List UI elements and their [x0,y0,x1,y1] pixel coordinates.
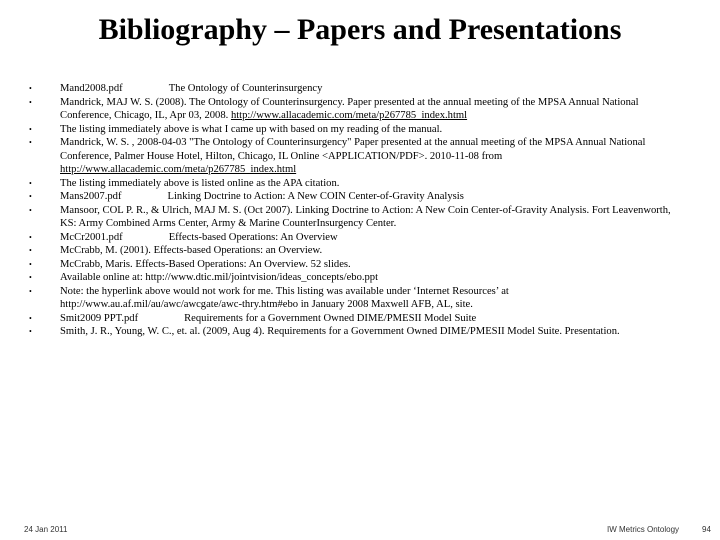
entry-text: McCrabb, M. (2001). Effects-based Operations: an Overview. [60,245,323,256]
list-item [26,285,686,312]
list-item [26,204,686,231]
entry-text: Mandrick, MAJ W. S. (2008). The Ontology of Counterinsurgency. Paper presented at the annual meeting of the MPSA Annual National Conference, Chicago, IL, Apr 03, 2008. [60,96,639,121]
entry-title: Effects-based Operations: An Overview [168,231,338,243]
entry-text: McCr2001.pdf [60,231,123,243]
entry-link[interactable]: http://www.allacademic.com/meta/p267785_index.html [60,164,297,175]
entry-link[interactable]: http://www.allacademic.com/meta/p267785_index.html [230,110,468,121]
entry-text: Mandrick, W. S. , 2008-04-03 "The Ontology of Counterinsurgency" Paper presented at the annual meeting of the MPSA Annual National Conference, Palmer House Hotel, Hilton, Chicago, IL Online <APPLICATION/PDF>. 2010-11-08 from [60,137,646,162]
list-item [26,96,686,123]
bullet-icon: • [29,192,32,201]
list-item [26,258,686,272]
bibliography-list [26,82,686,339]
list-item [26,325,686,339]
list-item [26,136,686,177]
list-item [26,312,686,326]
entry-text: The listing immediately above is what I came up with based on my reading of the manual. [60,123,443,135]
bullet-icon: • [29,232,32,242]
entry-text: Smit2009 PPT.pdf [60,312,139,324]
list-item [26,190,686,204]
page-title: Bibliography – Papers and Presentations [98,13,622,46]
entry-title: Requirements for a Government Owned DIME/PMESII Model Suite [184,312,477,324]
bullet-icon: • [29,327,32,336]
entry-title: Linking Doctrine to Action: A New COIN Center-of-Gravity Analysis [167,191,464,202]
entry-text: Mand2008.pdf [60,83,123,94]
list-item [26,271,686,285]
entry-text: Mans2007.pdf [60,191,122,202]
entry-text: Mansoor, COL P. R., & Ulrich, MAJ M. S. (Oct 2007). Linking Doctrine to Action: A New Coin Center-of-Gravity Analysis. Fort Leavenworth, KS: Army Combined Arms Center, Army & Marine CounterInsurgency Center. [60,204,671,229]
bullet-icon: • [29,124,32,134]
bullet-icon: • [29,178,32,188]
bullet-icon: • [29,273,32,282]
list-item [26,177,686,191]
footer-date: 24 Jan 2011 [24,525,68,534]
entry-text: The listing immediately above is listed online as the APA citation. [60,177,340,189]
entry-title: The Ontology of Counterinsurgency [168,83,323,94]
entry-text: Note: the hyperlink above would not work for me. This listing was available under ‘Internet Resources’ at http://www.au.af.mil/au/awc/awcgate/awc-thry.htm#ebo in January 2008 Maxwell AFB, AL, site. [60,285,509,310]
list-item [26,82,686,96]
bullet-icon: • [29,246,32,255]
page-number: 94 [702,525,711,534]
list-item [26,123,686,137]
bullet-icon: • [29,138,32,147]
bullet-icon: • [29,286,32,296]
entry-text: Smith, J. R., Young, W. C., et. al. (2009, Aug 4). Requirements for a Government Owned DIME/PMESII Model Suite. Presentation. [60,326,620,337]
list-item [26,244,686,258]
bullet-icon: • [29,313,32,323]
entry-text: Available online at: http://www.dtic.mil/jointvision/ideas_concepts/ebo.ppt [60,272,379,283]
bullet-icon: • [29,97,32,107]
bullet-icon: • [29,259,32,269]
list-item [26,231,686,245]
footer-title: IW Metrics Ontology [607,525,680,534]
bullet-icon: • [29,205,32,215]
entry-text: McCrabb, Maris. Effects-Based Operations: An Overview. 52 slides. [60,258,351,270]
bullet-icon: • [29,84,32,93]
